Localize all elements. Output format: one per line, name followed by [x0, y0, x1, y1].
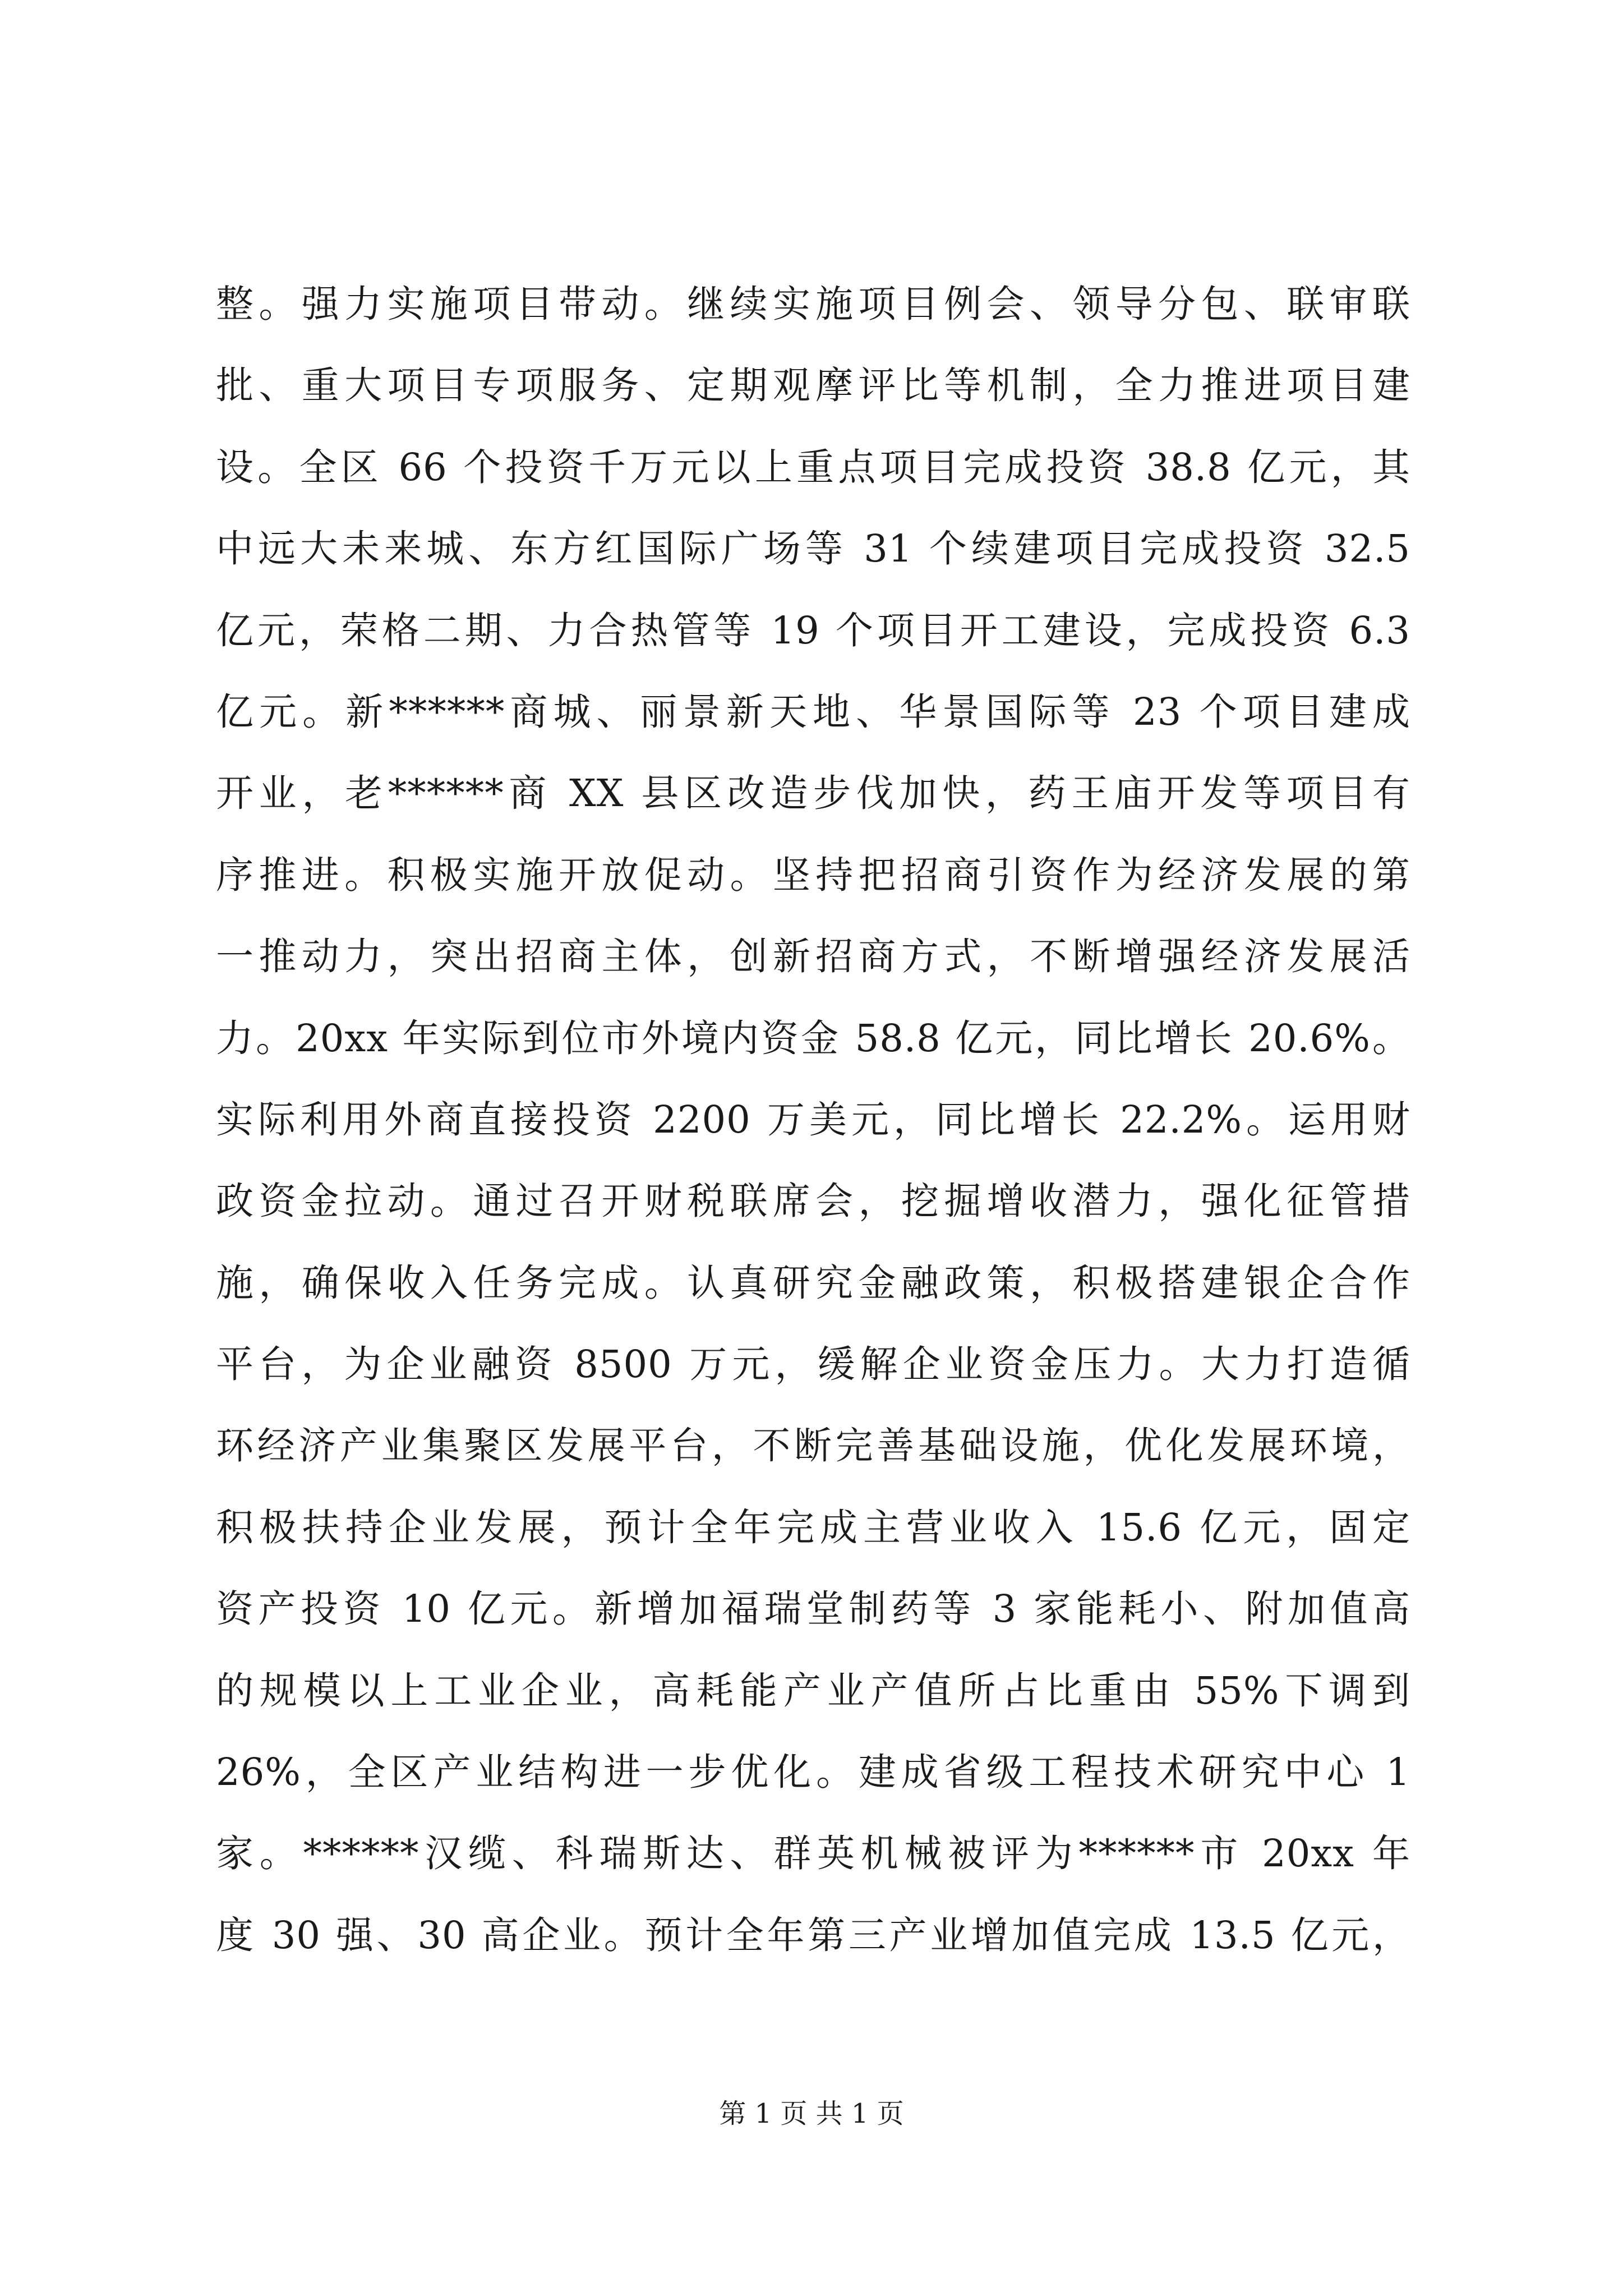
text-line: 序推进。积极实施开放促动。坚持把招商引资作为经济发展的第: [216, 853, 1410, 897]
text-line: 整。强力实施项目带动。继续实施项目例会、领导分包、联审联: [216, 282, 1410, 326]
text-line: 一推动力，突出招商主体，创新招商方式，不断增强经济发展活: [216, 935, 1410, 979]
text-line: 力。20xx 年实际到位市外境内资金 58.8 亿元，同比增长 20.6%。: [216, 1016, 1410, 1060]
text-line: 资产投资 10 亿元。新增加福瑞堂制药等 3 家能耗小、附加值高: [216, 1587, 1410, 1631]
page-number-label: 第 1 页 共 1 页: [719, 2098, 904, 2129]
text-line: 施，确保收入任务完成。认真研究金融政策，积极搭建银企合作: [216, 1260, 1410, 1305]
page-footer: [0, 2096, 1623, 2132]
text-line: 实际利用外商直接投资 2200 万美元，同比增长 22.2%。运用财: [216, 1097, 1410, 1142]
text-line: 政资金拉动。通过召开财税联席会，挖掘增收潜力，强化征管措: [216, 1179, 1410, 1223]
text-line: 环经济产业集聚区发展平台，不断完善基础设施，优化发展环境，: [216, 1424, 1410, 1468]
text-line: 亿元，荣格二期、力合热管等 19 个项目开工建设，完成投资 6.3: [216, 608, 1410, 652]
text-line: 亿元。新******商城、丽景新天地、华景国际等 23 个项目建成: [216, 689, 1410, 734]
text-line: 批、重大项目专项服务、定期观摩评比等机制，全力推进项目建: [216, 364, 1410, 408]
text-line: 度 30 强、30 高企业。预计全年第三产业增加值完成 13.5 亿元，: [216, 1913, 1410, 1957]
text-line: 设。全区 66 个投资千万元以上重点项目完成投资 38.8 亿元，其: [216, 445, 1410, 489]
text-line: 中远大未来城、东方红国际广场等 31 个续建项目完成投资 32.5: [216, 527, 1410, 571]
text-line: 平台，为企业融资 8500 万元，缓解企业资金压力。大力打造循: [216, 1342, 1410, 1387]
text-line: 26%，全区产业结构进一步优化。建成省级工程技术研究中心 1: [216, 1750, 1410, 1795]
text-line: 开业，老******商 XX 县区改造步伐加快，药王庙开发等项目有: [216, 771, 1410, 816]
body-text: [216, 264, 1410, 1976]
text-line: 的规模以上工业企业，高耗能产业产值所占比重由 55%下调到: [216, 1668, 1410, 1713]
text-line: 家。******汉缆、科瑞斯达、群英机械被评为******市 20xx 年: [216, 1832, 1410, 1876]
text-line: 积极扶持企业发展，预计全年完成主营业收入 15.6 亿元，固定: [216, 1505, 1410, 1549]
